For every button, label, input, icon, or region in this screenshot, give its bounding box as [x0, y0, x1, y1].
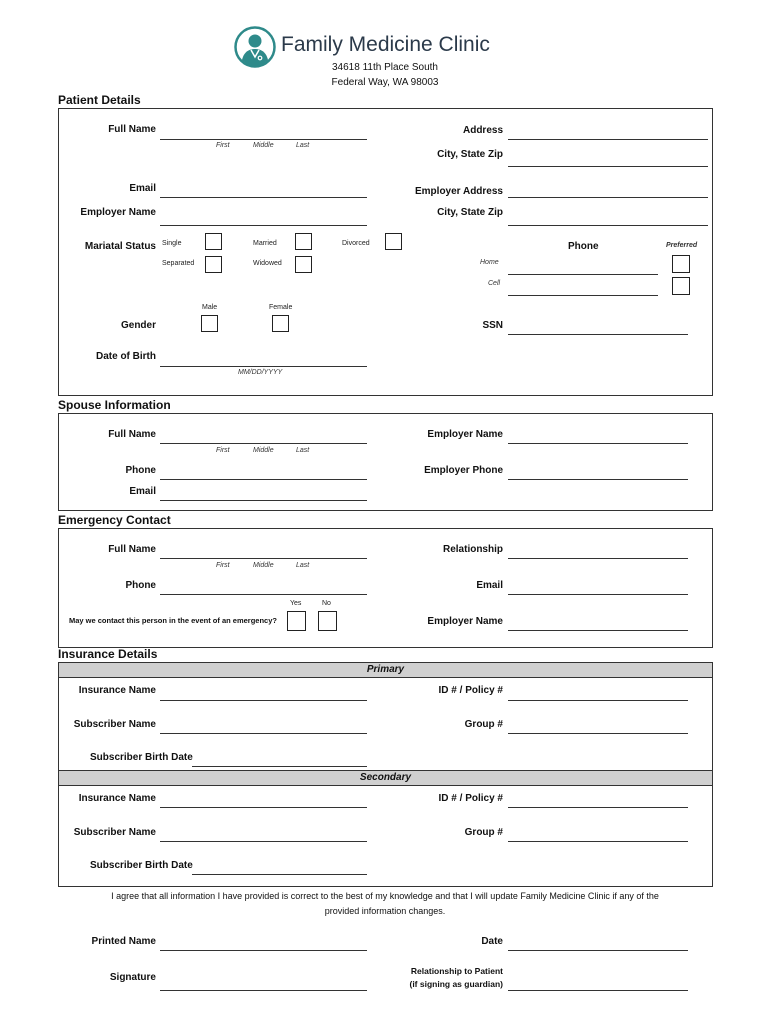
patient-first-hint: First — [216, 142, 230, 149]
emergency-full-name-label: Full Name — [108, 544, 156, 555]
secondary-group-label: Group # — [464, 827, 503, 838]
signature-field[interactable] — [160, 990, 367, 991]
female-option-label: Female — [269, 304, 293, 311]
emergency-full-name-field[interactable] — [160, 558, 367, 559]
primary-subscriber-birth-date-label: Subscriber Birth Date — [90, 752, 193, 763]
primary-subscriber-name-label: Subscriber Name — [73, 719, 156, 730]
spouse-full-name-field[interactable] — [160, 443, 367, 444]
primary-insurance-header: Primary — [58, 662, 713, 678]
date-label: Date — [481, 936, 503, 947]
emergency-phone-label: Phone — [125, 580, 156, 591]
single-checkbox[interactable] — [205, 233, 222, 250]
spouse-middle-hint: Middle — [253, 447, 274, 454]
spouse-full-name-label: Full Name — [108, 429, 156, 440]
patient-full-name-label: Full Name — [108, 124, 156, 135]
emergency-last-hint: Last — [296, 562, 310, 569]
agreement-text-line1: I agree that all information I have provided is correct to the best of my knowledge and that I will update Family Medicine Clinic if any of the — [111, 891, 659, 901]
address-field[interactable] — [508, 139, 708, 140]
primary-subscriber-name-field[interactable] — [160, 733, 367, 734]
widowed-checkbox[interactable] — [295, 256, 312, 273]
patient-email-label: Email — [129, 183, 156, 194]
home-preferred-checkbox[interactable] — [672, 255, 690, 273]
secondary-insurance-header: Secondary — [58, 770, 713, 786]
signature-label: Signature — [109, 972, 156, 983]
ssn-field[interactable] — [508, 334, 688, 335]
male-checkbox[interactable] — [201, 315, 218, 332]
spouse-last-hint: Last — [296, 447, 310, 454]
divorced-checkbox[interactable] — [385, 233, 402, 250]
employer-city-state-zip-field[interactable] — [508, 225, 708, 226]
dob-label: Date of Birth — [96, 351, 156, 362]
emergency-relationship-field[interactable] — [508, 558, 688, 559]
emergency-relationship-label: Relationship — [442, 544, 503, 555]
emergency-email-label: Email — [476, 580, 503, 591]
gender-label: Gender — [120, 320, 156, 331]
spouse-employer-name-label: Employer Name — [427, 429, 503, 440]
spouse-info-box — [58, 413, 713, 511]
patient-employer-name-label: Employer Name — [80, 207, 156, 218]
emergency-email-field[interactable] — [508, 594, 688, 595]
emergency-middle-hint: Middle — [253, 562, 274, 569]
secondary-subscriber-birth-date-field[interactable] — [192, 874, 367, 875]
primary-group-field[interactable] — [508, 733, 688, 734]
emergency-employer-name-label: Employer Name — [427, 616, 503, 627]
marital-status-label: Mariatal Status — [84, 241, 156, 252]
patient-full-name-field[interactable] — [160, 139, 367, 140]
patient-employer-name-field[interactable] — [160, 225, 367, 226]
emergency-section-title: Emergency Contact — [58, 513, 171, 527]
cell-preferred-checkbox[interactable] — [672, 277, 690, 295]
home-phone-field[interactable] — [508, 274, 658, 275]
cell-phone-label: Cell — [488, 280, 501, 287]
spouse-section-title: Spouse Information — [58, 398, 171, 412]
primary-insurance-name-field[interactable] — [160, 700, 367, 701]
widowed-option-label: Widowed — [253, 260, 282, 267]
guardian-note-label: (if signing as guardian) — [409, 979, 503, 989]
employer-city-state-zip-label: City, State Zip — [437, 207, 503, 218]
married-option-label: Married — [253, 240, 277, 247]
spouse-phone-label: Phone — [125, 465, 156, 476]
primary-group-label: Group # — [464, 719, 503, 730]
printed-name-label: Printed Name — [91, 936, 156, 947]
secondary-group-field[interactable] — [508, 841, 688, 842]
emergency-first-hint: First — [216, 562, 230, 569]
female-checkbox[interactable] — [272, 315, 289, 332]
male-option-label: Male — [202, 304, 218, 311]
cell-phone-field[interactable] — [508, 295, 658, 296]
spouse-email-field[interactable] — [160, 500, 367, 501]
clinic-address-line2: Federal Way, WA 98003 — [331, 77, 439, 88]
patient-section-title: Patient Details — [58, 93, 141, 107]
emergency-no-label: No — [322, 600, 331, 607]
separated-checkbox[interactable] — [205, 256, 222, 273]
secondary-subscriber-birth-date-label: Subscriber Birth Date — [90, 860, 193, 871]
emergency-contact-question: May we contact this person in the event of an emergency? — [69, 616, 277, 625]
relationship-to-patient-field[interactable] — [508, 990, 688, 991]
city-state-zip-field[interactable] — [508, 166, 708, 167]
address-label: Address — [462, 125, 503, 136]
spouse-employer-phone-label: Employer Phone — [424, 465, 503, 476]
spouse-first-hint: First — [216, 447, 230, 454]
patient-last-hint: Last — [296, 142, 310, 149]
spouse-employer-name-field[interactable] — [508, 443, 688, 444]
primary-insurance-name-label: Insurance Name — [78, 685, 156, 696]
emergency-phone-field[interactable] — [160, 594, 367, 595]
emergency-yes-label: Yes — [290, 600, 302, 607]
phone-label: Phone — [568, 241, 599, 252]
printed-name-field[interactable] — [160, 950, 367, 951]
emergency-employer-name-field[interactable] — [508, 630, 688, 631]
secondary-subscriber-name-field[interactable] — [160, 841, 367, 842]
insurance-section-title: Insurance Details — [58, 647, 158, 661]
spouse-phone-field[interactable] — [160, 479, 367, 480]
agreement-text-line2: provided information changes. — [324, 906, 446, 916]
relationship-to-patient-label: Relationship to Patient — [410, 966, 503, 976]
emergency-yes-checkbox[interactable] — [287, 611, 306, 631]
ssn-label: SSN — [482, 320, 503, 331]
patient-email-field[interactable] — [160, 197, 367, 198]
city-state-zip-label: City, State Zip — [437, 149, 503, 160]
secondary-insurance-name-label: Insurance Name — [78, 793, 156, 804]
dob-field[interactable] — [160, 366, 367, 367]
divorced-option-label: Divorced — [342, 240, 370, 247]
secondary-id-policy-field[interactable] — [508, 807, 688, 808]
clinic-name: Family Medicine Clinic — [281, 33, 490, 56]
married-checkbox[interactable] — [295, 233, 312, 250]
home-phone-label: Home — [480, 259, 499, 266]
clinic-address-line1: 34618 11th Place South — [331, 62, 438, 73]
spouse-employer-phone-field[interactable] — [508, 479, 688, 480]
emergency-no-checkbox[interactable] — [318, 611, 337, 631]
secondary-subscriber-name-label: Subscriber Name — [73, 827, 156, 838]
separated-option-label: Separated — [162, 260, 195, 267]
dob-hint: MM/DD/YYYY — [238, 369, 283, 376]
secondary-insurance-name-field[interactable] — [160, 807, 367, 808]
primary-id-policy-label: ID # / Policy # — [438, 685, 503, 696]
secondary-id-policy-label: ID # / Policy # — [438, 793, 503, 804]
patient-middle-hint: Middle — [253, 142, 274, 149]
date-field[interactable] — [508, 950, 688, 951]
single-option-label: Single — [162, 240, 182, 247]
primary-id-policy-field[interactable] — [508, 700, 688, 701]
employer-address-field[interactable] — [508, 197, 708, 198]
preferred-label: Preferred — [666, 242, 698, 249]
employer-address-label: Employer Address — [415, 186, 503, 197]
spouse-email-label: Email — [129, 486, 156, 497]
primary-subscriber-birth-date-field[interactable] — [192, 766, 367, 767]
